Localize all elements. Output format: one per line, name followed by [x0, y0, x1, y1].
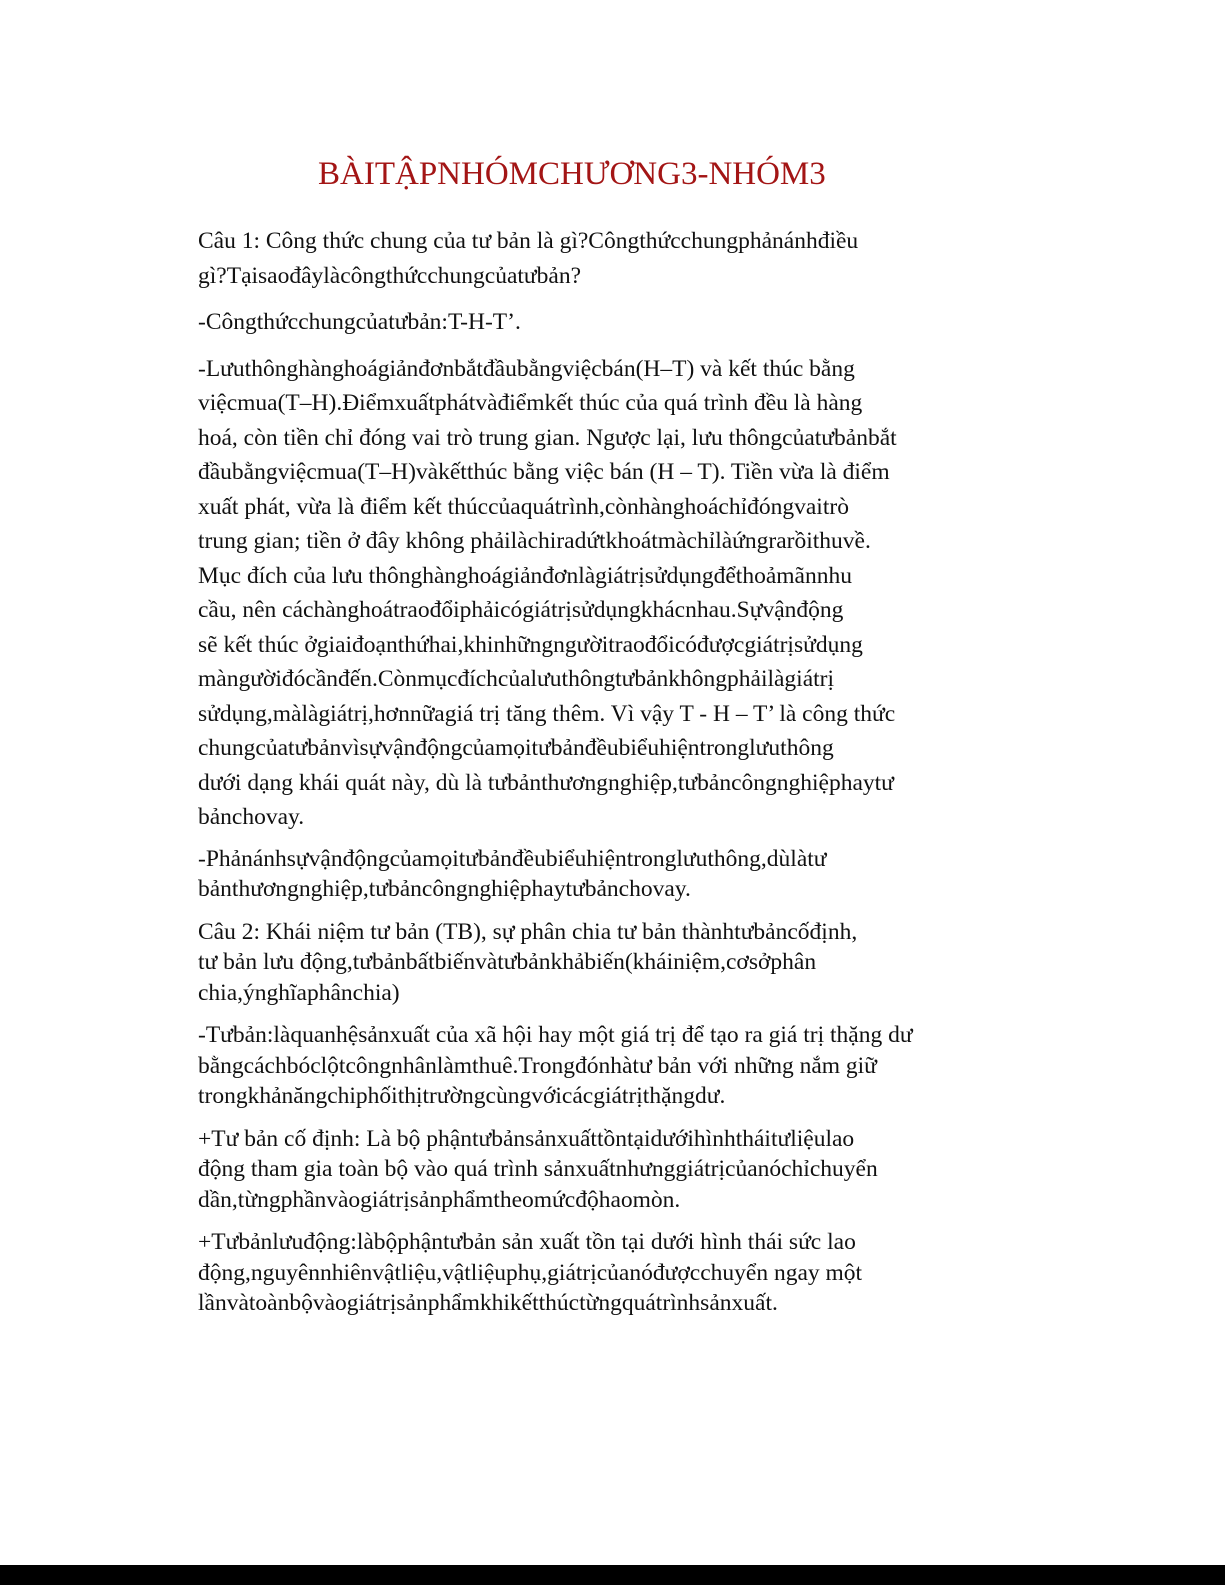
text-line: +Tư bản cố định: Là bộ phậntưbảnsảnxuấttồntạidướihìnhtháitưliệulao [198, 1125, 855, 1152]
text-line: màngườiđócầnđến.Cònmụcđíchcủalưuthôngtưbảnkhôngphảilàgiátrị [198, 666, 835, 692]
text-line: bảnthươngnghiệp,tưbảncôngnghiệphaytưbảnchovay. [198, 876, 691, 902]
text-line: trung gian; tiền ở đây không phảilàchiradứtkhoátmàchỉlàứngrarồithuvề. [198, 528, 871, 554]
text-line: lầnvàtoànbộvàogiátrịsảnphẩmkhikếtthúctừngquátrìnhsảnxuất. [198, 1290, 778, 1316]
q2-fixed-capital [198, 1124, 1018, 1216]
text-line: xuất phát, vừa là điểm kết thúccủaquátrình,cònhànghoáchỉđóngvaitrò [198, 493, 849, 520]
text-line: bằngcáchbóclộtcôngnhânlàmthuê.Trongđónhàtư bản với những nắm giữ [198, 1052, 877, 1079]
text-line: động,nguyênnhiênvậtliệu,vậtliệuphụ,giátrịcủanóđượcchuyển ngay một [198, 1259, 863, 1286]
text-line: chungcủatưbảnvìsựvậnđộngcủamọitưbảnđềubiểuhiệntronglưuthông [198, 735, 834, 761]
text-line: -Phảnánhsựvậnđộngcủamọitưbảnđềubiểuhiệntronglưuthông,dùlàtư [198, 845, 827, 872]
text-line: dần,từngphầnvàogiátrịsảnphẩmtheomứcđộhaomòn. [198, 1186, 681, 1213]
text-line: bảnchovay. [198, 804, 305, 830]
page-bottom-border [0, 1565, 1225, 1585]
text-line: Câu 1: Công thức chung của tư bản là gì?Côngthứcchungphảnánhđiều [198, 228, 859, 254]
document-title: BÀITẬPNHÓMCHƯƠNG3-NHÓM3 [318, 156, 826, 192]
document-body [198, 224, 1018, 1319]
text-line: -Côngthứcchungcủatưbản:T-H-T’. [198, 309, 521, 335]
text-line: chia,ýnghĩaphânchia) [198, 979, 400, 1006]
q2-capital-definition [198, 1020, 1018, 1112]
text-line: trongkhảnăngchiphốithịtrườngcùngvớicácgiátrịthặngdư. [198, 1083, 726, 1109]
text-line: đầubằngviệcmua(T–H)vàkếtthúc bằng việc bán (H – T). Tiền vừa là điểm [198, 459, 890, 485]
text-line: Mục đích của lưu thônghànghoágiảnđơnlàgiátrịsửdụngđểthoảmãnnhu [198, 562, 852, 589]
text-line: sẽ kết thúc ởgiaiđoạnthứhai,khinhữngngườitraođổicóđượcgiátrịsửdụng [198, 631, 863, 658]
text-line: cầu, nên cáchànghoátraođổiphảicógiátrịsửdụngkhácnhau.Sựvậnđộng [198, 597, 844, 623]
q2-circulating-capital [198, 1227, 1018, 1319]
text-line: Câu 2: Khái niệm tư bản (TB), sự phân chia tư bản thànhtưbảncốđịnh, [198, 918, 858, 945]
text-line: dưới dạng khái quát này, dù là tưbảnthươngnghiệp,tưbảncôngnghiệphaytư [198, 769, 894, 796]
text-line: việcmua(T–H).Điểmxuấtphátvàđiểmkết thúc của quá trình đều là hàng [198, 390, 863, 416]
q1-formula [198, 305, 1018, 340]
q2-question [198, 917, 1018, 1009]
text-line: gì?Tạisaođâylàcôngthứcchungcủatưbản? [198, 262, 582, 289]
text-line: tư bản lưu động,tưbảnbấtbiếnvàtưbảnkhảbiến(kháiniệm,cơsởphân [198, 949, 817, 975]
q1-question [198, 224, 1018, 293]
text-line: hoá, còn tiền chỉ đóng vai trò trung gian. Ngược lại, lưu thôngcủatưbảnbắt [198, 424, 897, 451]
q1-explanation [198, 352, 1018, 835]
text-line: -Lưuthônghànghoágiảnđơnbắtđầubằngviệcbán(H–T) và kết thúc bằng [198, 355, 855, 382]
text-line: +Tưbảnlưuđộng:làbộphậntưbản sản xuất tồn tại dưới hình thái sức lao [198, 1229, 856, 1255]
text-line: sửdụng,màlàgiátrị,hơnnữagiá trị tăng thêm. Vì vậy T - H – T’ là công thức [198, 700, 896, 727]
text-line: động tham gia toàn bộ vào quá trình sảnxuấtnhưnggiátrịcủanóchỉchuyển [198, 1156, 878, 1182]
q1-reflects [198, 844, 1018, 905]
text-line: -Tưbản:làquanhệsảnxuất của xã hội hay một giá trị để tạo ra giá trị thặng dư [198, 1022, 913, 1048]
